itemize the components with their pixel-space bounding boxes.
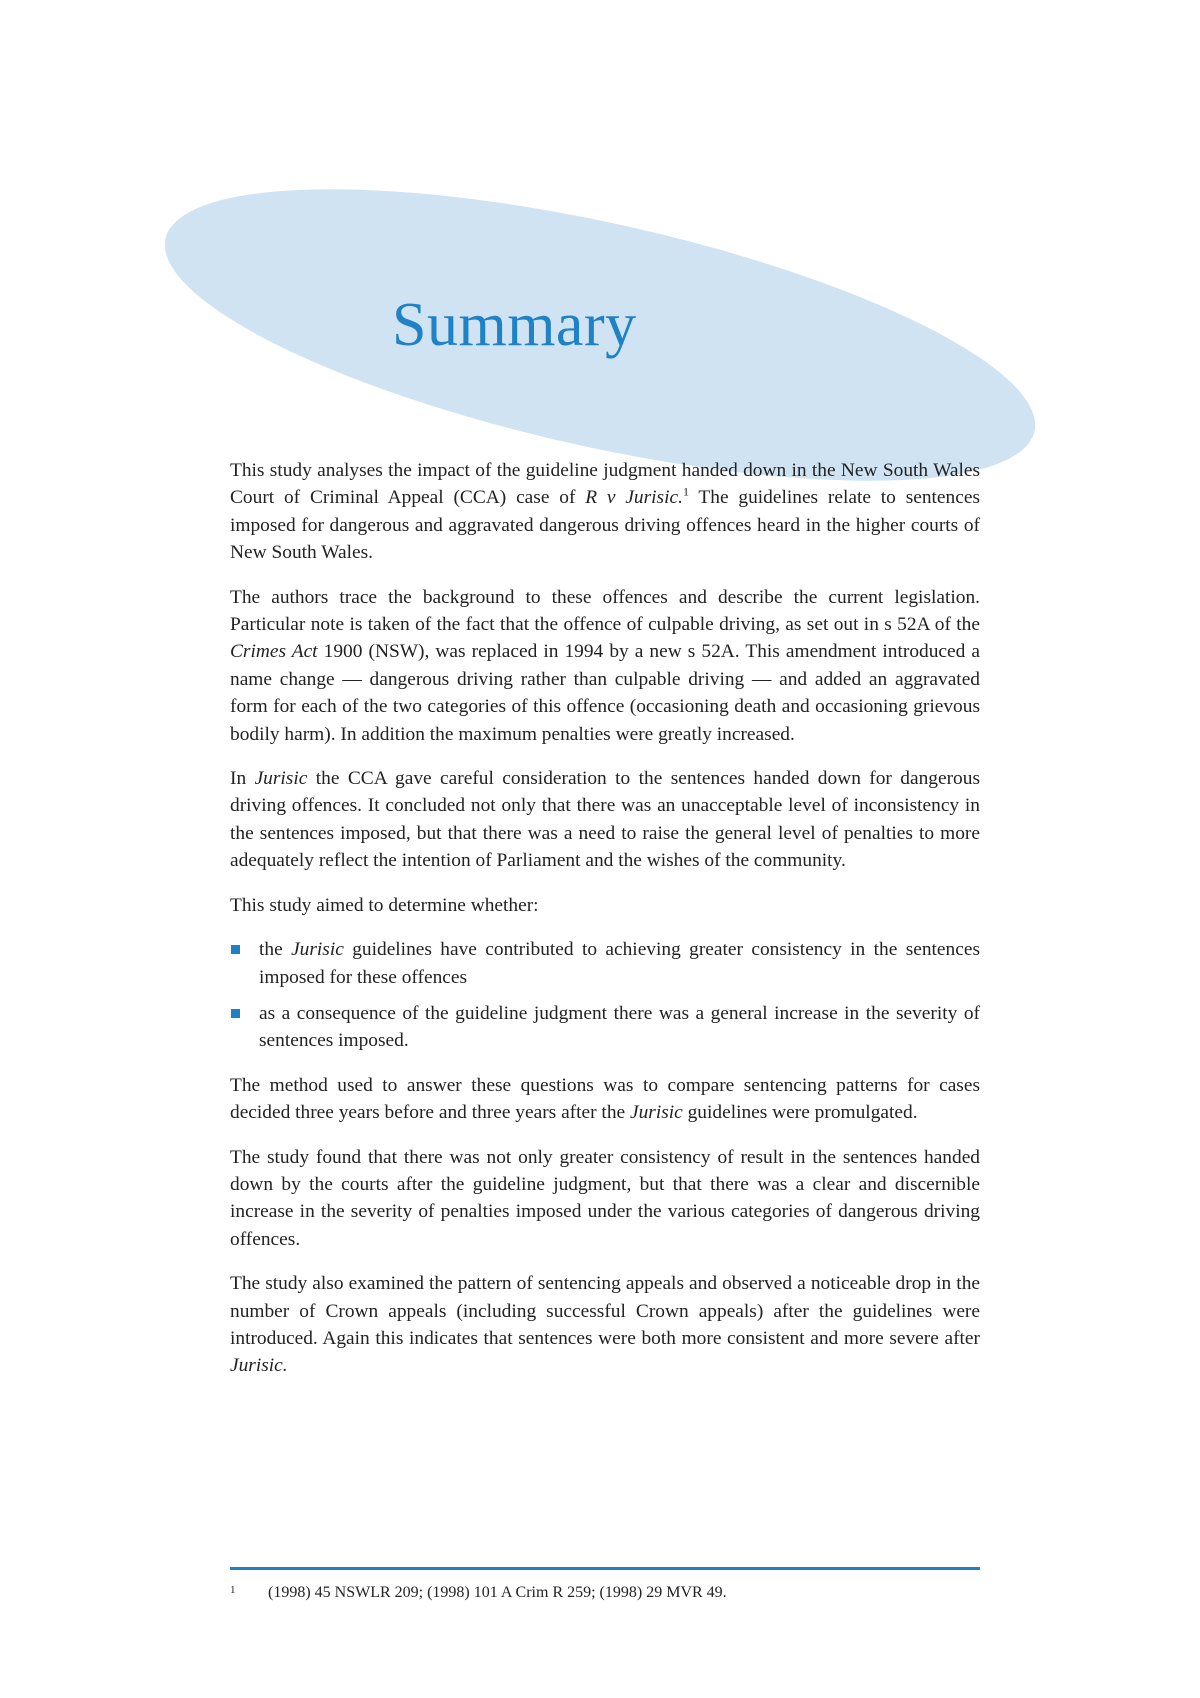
list-item xyxy=(230,936,980,991)
footnote-text: (1998) 45 NSWLR 209; (1998) 101 A Crim R 259; (1998) 29 MVR 49. xyxy=(268,1584,727,1601)
paragraph-findings: The study found that there was not only greater consistency of result in the sentences handed down by the courts after the guideline judgment, but that there was a clear and discernible increase in the severity of penalties imposed under the various categories of dangerous driving offences. xyxy=(230,1146,980,1250)
case-name: Jurisic xyxy=(254,768,308,790)
paragraph-text: guidelines were promulgated. xyxy=(682,1102,918,1124)
case-name: R v Jurisic. xyxy=(585,487,683,509)
paragraph-text: The study also examined the pattern of sentencing appeals and observed a noticeable drop in the number of Crown appeals (including successful Crown appeals) after the guidelines were introduced. Again this indicates that sentences were both more consistent and more severe after xyxy=(230,1273,980,1349)
paragraph-text: The guidelines relate to sentences imposed for dangerous and aggravated dangerous driving offences heard in the higher courts of New South Wales. xyxy=(230,487,980,564)
page-title: Summary xyxy=(392,291,637,359)
list-item-text: as a consequence of the guideline judgment there was a general increase in the severity of sentences imposed. xyxy=(259,1002,980,1052)
paragraph-text: The method used to answer these questions was to compare sentencing patterns for cases decided three years before and three years after the xyxy=(230,1074,980,1124)
paragraph-text: 1900 (NSW), was replaced in 1994 by a new s 52A. This amendment introduced a name change — dangerous driving rather than culpable driving — and added an aggravated form for each of the two categories of this offence (occasioning death and occasioning grievous bodily harm). In addition the maximum penalties were greatly increased. xyxy=(230,641,980,745)
paragraph-text: the CCA gave careful consideration to the sentences handed down for dangerous driving offences. It concluded not only that there was an unacceptable level of inconsistency in the sentences imposed, but that there was a need to raise the general level of penalties to more adequately reflect the intention of Parliament and the wishes of the community. xyxy=(230,768,980,872)
paragraph-background xyxy=(230,584,980,748)
paragraph-text: In xyxy=(230,768,255,790)
list-item xyxy=(230,1000,980,1055)
square-bullet-icon xyxy=(231,1009,240,1018)
case-name: Jurisic xyxy=(629,1102,683,1124)
summary-body xyxy=(230,457,980,1397)
footnote-number: 1 xyxy=(230,1584,236,1596)
paragraph-appeals xyxy=(230,1270,980,1380)
paragraph-text: This study analyses the impact of the guideline judgment handed down in the New South Wales Court of Criminal Appeal (CCA) case of xyxy=(230,460,980,509)
footnote-divider xyxy=(230,1567,980,1570)
paragraph-aims: This study aimed to determine whether: xyxy=(230,894,539,916)
square-bullet-icon xyxy=(231,945,240,954)
case-name: Jurisic xyxy=(291,939,344,961)
act-name: Crimes Act xyxy=(230,641,318,663)
case-name: Jurisic. xyxy=(230,1355,288,1377)
aims-list xyxy=(230,936,980,1055)
paragraph-jurisic xyxy=(230,765,980,875)
footnote-reference[interactable]: 1 xyxy=(682,484,689,499)
paragraph-text: The authors trace the background to these offences and describe the current legislation. Particular note is taken of the fact that the offence of culpable driving, as set out in s 52A of the xyxy=(230,586,980,636)
list-item-text: guidelines have contributed to achieving greater consistency in the sentences imposed for these offences xyxy=(259,939,980,988)
paragraph-method xyxy=(230,1072,980,1127)
paragraph-intro xyxy=(230,457,980,567)
list-item-text: the xyxy=(259,939,292,961)
